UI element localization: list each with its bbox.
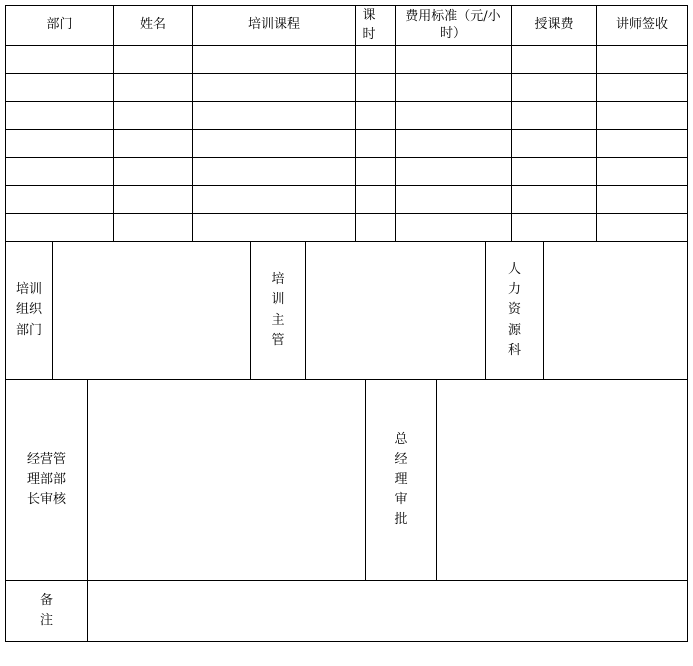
gm-field[interactable]	[437, 380, 687, 580]
header-signature: 讲师签收	[615, 17, 668, 33]
table-cell[interactable]	[356, 186, 395, 213]
table-cell[interactable]	[597, 74, 687, 101]
table-cell[interactable]	[114, 102, 192, 129]
table-cell[interactable]	[193, 130, 355, 157]
table-cell[interactable]	[512, 130, 596, 157]
table-cell[interactable]	[396, 46, 511, 73]
header-hours: 课时	[362, 7, 376, 42]
label-text: 备注	[39, 592, 53, 628]
header-course: 培训课程	[247, 17, 300, 33]
table-cell[interactable]	[396, 130, 511, 157]
label-remarks	[6, 581, 87, 641]
table-cell[interactable]	[114, 214, 192, 241]
table-cell[interactable]	[6, 214, 113, 241]
table-cell[interactable]	[512, 158, 596, 185]
label-ops-head	[6, 380, 87, 580]
table-cell[interactable]	[193, 74, 355, 101]
label-text: 总经理审批	[394, 431, 408, 528]
table-cell[interactable]	[114, 186, 192, 213]
table-cell[interactable]	[597, 186, 687, 213]
table-cell[interactable]	[512, 186, 596, 213]
label-supervisor	[251, 242, 305, 379]
table-cell[interactable]	[193, 102, 355, 129]
label-text: 培训主管	[271, 272, 285, 348]
hr-field[interactable]	[544, 242, 687, 379]
table-cell[interactable]	[512, 46, 596, 73]
header-lecture-fee: 授课费	[534, 17, 574, 33]
table-cell[interactable]	[114, 46, 192, 73]
table-cell[interactable]	[356, 102, 395, 129]
table-cell[interactable]	[396, 102, 511, 129]
label-hr	[486, 242, 543, 379]
label-org-dept	[6, 242, 52, 379]
table-cell[interactable]	[193, 186, 355, 213]
ops-head-field[interactable]	[88, 380, 365, 580]
header-fee-standard: 费用标准（元/小时）	[405, 8, 501, 41]
table-cell[interactable]	[396, 186, 511, 213]
label-gm	[366, 380, 436, 580]
table-cell[interactable]	[597, 102, 687, 129]
table-cell[interactable]	[512, 214, 596, 241]
table-cell[interactable]	[396, 74, 511, 101]
table-cell[interactable]	[597, 158, 687, 185]
table-cell[interactable]	[193, 158, 355, 185]
table-cell[interactable]	[6, 46, 113, 73]
header-dept: 部门	[46, 17, 73, 33]
table-cell[interactable]	[396, 158, 511, 185]
table-cell[interactable]	[597, 214, 687, 241]
rule	[687, 5, 688, 642]
table-cell[interactable]	[512, 102, 596, 129]
table-cell[interactable]	[356, 130, 395, 157]
table-cell[interactable]	[193, 46, 355, 73]
label-text: 人力资源科	[507, 262, 521, 358]
table-cell[interactable]	[512, 74, 596, 101]
table-cell[interactable]	[6, 130, 113, 157]
table-cell[interactable]	[6, 102, 113, 129]
label-text: 经营管理部部长审核	[26, 451, 66, 508]
header-name: 姓名	[139, 17, 166, 33]
table-cell[interactable]	[396, 214, 511, 241]
table-cell[interactable]	[597, 46, 687, 73]
table-cell[interactable]	[597, 130, 687, 157]
table-cell[interactable]	[6, 74, 113, 101]
table-cell[interactable]	[356, 74, 395, 101]
table-cell[interactable]	[6, 186, 113, 213]
table-cell[interactable]	[114, 158, 192, 185]
rule	[5, 641, 687, 642]
supervisor-field[interactable]	[306, 242, 485, 379]
table-cell[interactable]	[356, 214, 395, 241]
table-cell[interactable]	[6, 158, 113, 185]
remarks-field[interactable]	[88, 581, 687, 641]
table-cell[interactable]	[114, 130, 192, 157]
table-cell[interactable]	[114, 74, 192, 101]
label-text: 培训组织部门	[15, 282, 42, 338]
org-dept-field[interactable]	[53, 242, 250, 379]
table-cell[interactable]	[193, 214, 355, 241]
table-cell[interactable]	[356, 158, 395, 185]
table-cell[interactable]	[356, 46, 395, 73]
